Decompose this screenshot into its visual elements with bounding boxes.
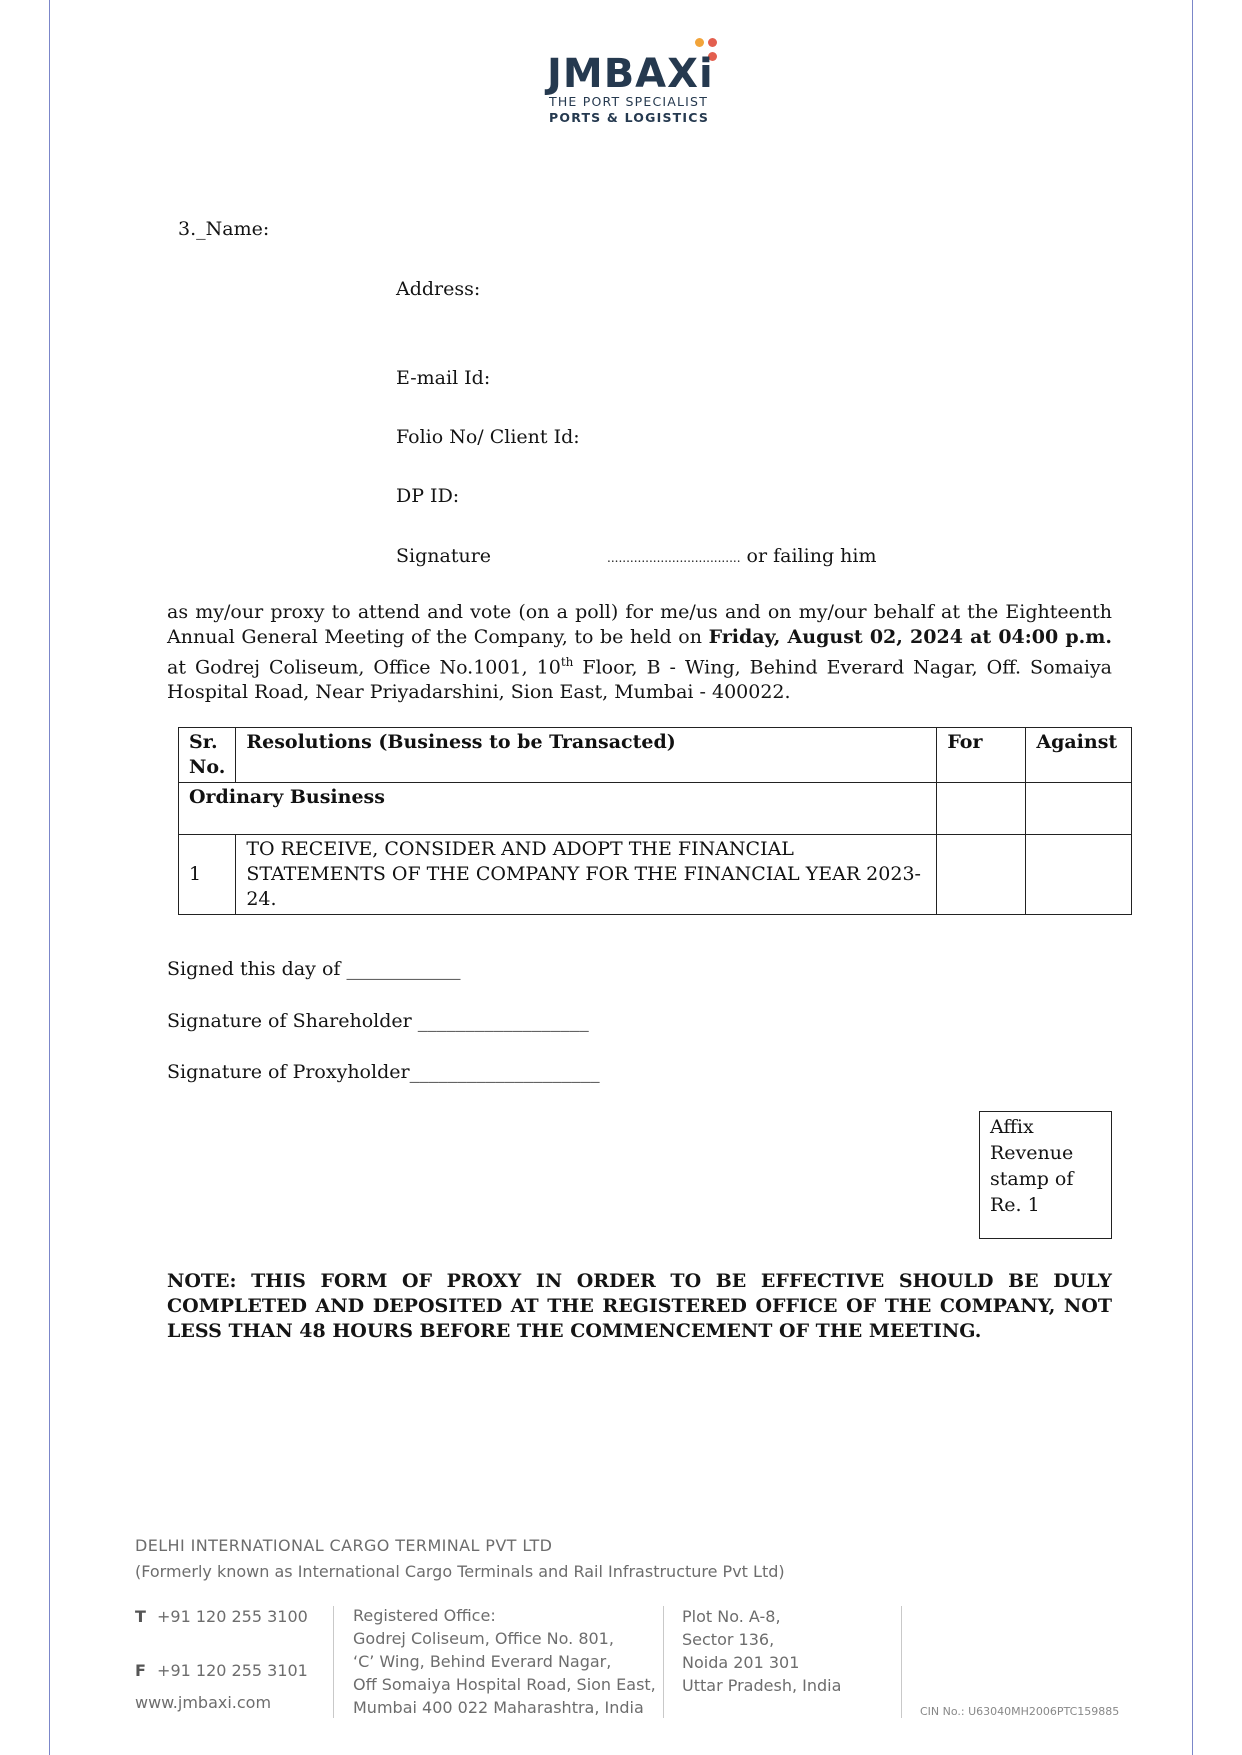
- proxy-text-part1: as my/our proxy to attend and vote (on a poll) for me/us and on my/our behalf at the Eighteenth Annual General Meeting of the Company, to be held on: [167, 601, 1112, 648]
- header-against: Against: [1026, 728, 1132, 783]
- row-sr-no: 1: [179, 835, 236, 915]
- footer-separator-2: [663, 1606, 664, 1718]
- company-logo: [547, 38, 727, 128]
- footer-plot-line-2: Sector 136,: [682, 1630, 775, 1649]
- footer-plot-line-3: Noida 201 301: [682, 1653, 800, 1672]
- footer-reg-title: Registered Office:: [353, 1606, 496, 1625]
- footer-fax-label: F: [135, 1661, 146, 1680]
- signed-day-line: Signed this day of ____________: [167, 958, 461, 980]
- footer-fax: +91 120 255 3101: [157, 1661, 308, 1680]
- section-for-cell: [937, 783, 1026, 835]
- stamp-line-1: Affix: [990, 1116, 1034, 1138]
- signature-dots: ...................................: [607, 551, 741, 565]
- table-header-row: [179, 728, 1132, 783]
- footer-separator-1: [333, 1606, 334, 1718]
- header-sr-no: Sr. No.: [179, 728, 236, 783]
- section-against-cell: [1026, 783, 1132, 835]
- footer-plot-line-1: Plot No. A-8,: [682, 1607, 781, 1626]
- footer-company-name: DELHI INTERNATIONAL CARGO TERMINAL PVT LTD: [135, 1536, 553, 1555]
- email-label: E-mail Id:: [396, 367, 491, 389]
- floor-superscript: th: [560, 655, 574, 669]
- row-for-cell[interactable]: [937, 835, 1026, 915]
- name-label: 3._Name:: [178, 218, 270, 240]
- revenue-stamp-box: [979, 1111, 1112, 1239]
- logo-tagline: THE PORT SPECIALIST: [549, 94, 709, 109]
- row-against-cell[interactable]: [1026, 835, 1132, 915]
- table-row: [179, 835, 1132, 915]
- logo-dot-orange: [695, 38, 704, 47]
- footer-plot-address: [682, 1605, 841, 1697]
- dpid-label: DP ID:: [396, 485, 460, 507]
- signature-line: [607, 545, 876, 567]
- signature-label: Signature: [396, 545, 492, 567]
- proxy-note: NOTE: THIS FORM OF PROXY IN ORDER TO BE EFFECTIVE SHOULD BE DULY COMPLETED AND DEPOSITED AT THE REGISTERED OFFICE OF THE COMPANY, NOT LESS THAN 48 HOURS BEFORE THE COMMENCEMENT OF THE MEETING.: [167, 1270, 1112, 1342]
- footer-plot-line-4: Uttar Pradesh, India: [682, 1676, 842, 1695]
- logo-division: PORTS & LOGISTICS: [549, 110, 710, 125]
- stamp-line-2: Revenue: [990, 1142, 1074, 1164]
- footer-phone-row: [135, 1607, 308, 1626]
- folio-label: Folio No/ Client Id:: [396, 426, 580, 448]
- header-for: For: [937, 728, 1026, 783]
- meeting-date: Friday, August 02, 2024 at 04:00 p.m.: [708, 626, 1112, 648]
- footer-fax-row: [135, 1661, 308, 1680]
- left-page-border: [49, 0, 50, 1755]
- footer-cin: CIN No.: U63040MH2006PTC159885: [920, 1705, 1120, 1718]
- stamp-line-3: stamp of: [990, 1168, 1074, 1190]
- resolutions-table: [178, 727, 1132, 915]
- footer-phone-label: T: [135, 1607, 146, 1626]
- failing-text: or failing him: [740, 545, 877, 567]
- footer-registered-office: [353, 1604, 656, 1719]
- footer-reg-line-2: ‘C’ Wing, Behind Everard Nagar,: [353, 1652, 612, 1671]
- logo-dot-red-1: [708, 38, 717, 47]
- proxy-paragraph: [167, 600, 1112, 705]
- footer-separator-3: [901, 1606, 902, 1718]
- footer-phone: +91 120 255 3100: [157, 1607, 308, 1626]
- footer-reg-line-3: Off Somaiya Hospital Road, Sion East,: [353, 1675, 656, 1694]
- proxy-text-part3: Floor, B - Wing, Behind Everard Nagar, Off. Somaiya Hospital Road, Near Priyadarshini, Sion East, Mumbai - 400022.: [167, 656, 1112, 704]
- section-row: [179, 783, 1132, 835]
- logo-wordmark: JMBAXi: [547, 51, 714, 97]
- address-label: Address:: [396, 278, 481, 300]
- footer-website[interactable]: www.jmbaxi.com: [135, 1693, 272, 1712]
- footer-reg-line-4: Mumbai 400 022 Maharashtra, India: [353, 1698, 644, 1717]
- footer-formerly: (Formerly known as International Cargo Terminals and Rail Infrastructure Pvt Ltd): [135, 1562, 785, 1581]
- stamp-line-4: Re. 1: [990, 1194, 1040, 1216]
- shareholder-signature-line: Signature of Shareholder __________________: [167, 1010, 589, 1032]
- proxy-text-part2: at Godrej Coliseum, Office No.1001, 10: [167, 656, 561, 679]
- row-resolution-text: TO RECEIVE, CONSIDER AND ADOPT THE FINANCIAL STATEMENTS OF THE COMPANY FOR THE FINANCIAL YEAR 2023-24.: [236, 835, 937, 915]
- section-ordinary-business: Ordinary Business: [179, 783, 937, 835]
- right-page-border: [1192, 0, 1193, 1755]
- footer-reg-line-1: Godrej Coliseum, Office No. 801,: [353, 1629, 614, 1648]
- proxyholder-signature-line: Signature of Proxyholder____________________: [167, 1061, 600, 1083]
- header-resolution: Resolutions (Business to be Transacted): [236, 728, 937, 783]
